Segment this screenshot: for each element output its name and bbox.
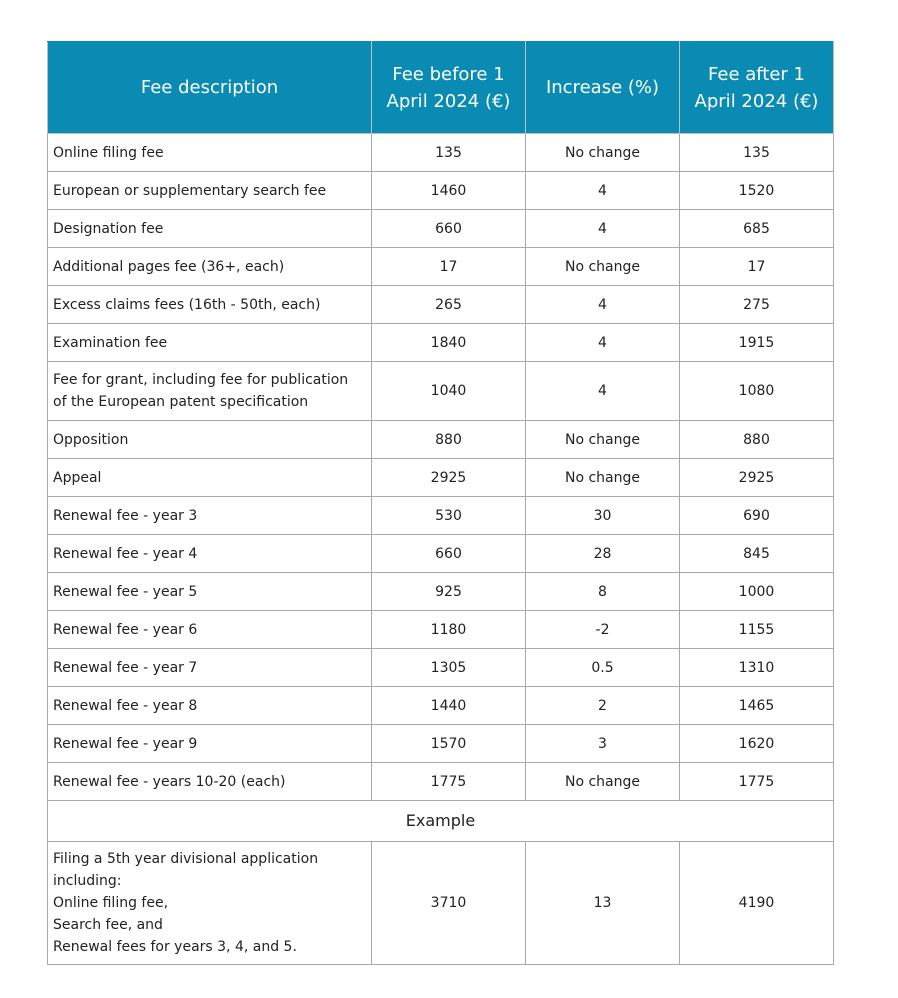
table-row [48, 421, 834, 459]
fee-description-cell: Online filing fee [48, 134, 372, 172]
example-description-line: including: [53, 873, 122, 889]
table-row [48, 535, 834, 573]
fee-before-cell: 17 [372, 248, 526, 286]
fee-description-cell: Renewal fee - year 3 [48, 497, 372, 535]
fee-before-cell: 1840 [372, 324, 526, 362]
table-header-row [48, 42, 834, 134]
fee-description-cell: Additional pages fee (36+, each) [48, 248, 372, 286]
fee-before-cell: 265 [372, 286, 526, 324]
increase-cell: No change [526, 421, 680, 459]
example-fee-after-cell: 4190 [680, 842, 834, 965]
example-row [48, 842, 834, 965]
fee-after-cell: 1000 [680, 573, 834, 611]
increase-cell: No change [526, 459, 680, 497]
table-row [48, 725, 834, 763]
table-row [48, 210, 834, 248]
table-row [48, 134, 834, 172]
fee-before-cell: 1775 [372, 763, 526, 801]
header-fee-before-line1: Fee before 1 [392, 63, 505, 85]
increase-cell: 2 [526, 687, 680, 725]
header-fee-after-line2: April 2024 (€) [694, 90, 819, 112]
header-fee-description: Fee description [48, 42, 372, 134]
increase-cell: 4 [526, 324, 680, 362]
header-fee-before-line2: April 2024 (€) [386, 90, 511, 112]
fee-after-cell: 1080 [680, 362, 834, 421]
fee-before-cell: 660 [372, 210, 526, 248]
fee-before-cell: 925 [372, 573, 526, 611]
example-description-line: Online filing fee, [53, 895, 169, 911]
fee-description-cell: Renewal fee - year 6 [48, 611, 372, 649]
fee-description-line: Fee for grant, including fee for publication [53, 372, 349, 388]
increase-cell: -2 [526, 611, 680, 649]
fee-description-cell: Examination fee [48, 324, 372, 362]
header-fee-before [372, 42, 526, 134]
fee-after-cell: 275 [680, 286, 834, 324]
fee-after-cell: 690 [680, 497, 834, 535]
fee-before-cell: 1040 [372, 362, 526, 421]
fee-after-cell: 135 [680, 134, 834, 172]
table-row [48, 286, 834, 324]
fee-before-cell: 1305 [372, 649, 526, 687]
fee-after-cell: 845 [680, 535, 834, 573]
table-row [48, 611, 834, 649]
header-fee-after-line1: Fee after 1 [708, 63, 805, 85]
example-heading-row [48, 801, 834, 842]
fee-after-cell: 1775 [680, 763, 834, 801]
table-row [48, 172, 834, 210]
fee-description-cell: European or supplementary search fee [48, 172, 372, 210]
fee-description-cell: Renewal fee - year 7 [48, 649, 372, 687]
fee-before-cell: 1460 [372, 172, 526, 210]
increase-cell: No change [526, 763, 680, 801]
fee-before-cell: 530 [372, 497, 526, 535]
increase-cell: No change [526, 248, 680, 286]
increase-cell: 0.5 [526, 649, 680, 687]
table-row [48, 763, 834, 801]
example-increase-cell: 13 [526, 842, 680, 965]
fee-description-cell: Opposition [48, 421, 372, 459]
increase-cell: 30 [526, 497, 680, 535]
fee-description-cell: Renewal fee - year 8 [48, 687, 372, 725]
fee-description-cell: Excess claims fees (16th - 50th, each) [48, 286, 372, 324]
table-row [48, 687, 834, 725]
table-row [48, 459, 834, 497]
fee-description-cell: Renewal fee - years 10-20 (each) [48, 763, 372, 801]
fee-description-cell: Renewal fee - year 5 [48, 573, 372, 611]
fee-before-cell: 2925 [372, 459, 526, 497]
fee-after-cell: 1620 [680, 725, 834, 763]
fee-before-cell: 660 [372, 535, 526, 573]
fee-after-cell: 880 [680, 421, 834, 459]
fee-after-cell: 17 [680, 248, 834, 286]
increase-cell: 4 [526, 362, 680, 421]
header-fee-after [680, 42, 834, 134]
fee-description-cell: Designation fee [48, 210, 372, 248]
table-row [48, 362, 834, 421]
header-increase: Increase (%) [526, 42, 680, 134]
table-row [48, 324, 834, 362]
fee-before-cell: 880 [372, 421, 526, 459]
increase-cell: 4 [526, 172, 680, 210]
fee-after-cell: 2925 [680, 459, 834, 497]
example-description-line: Filing a 5th year divisional application [53, 851, 319, 867]
increase-cell: 3 [526, 725, 680, 763]
fee-description-cell [48, 362, 372, 421]
example-description-cell [48, 842, 372, 965]
fee-after-cell: 1520 [680, 172, 834, 210]
fee-table [47, 41, 834, 965]
fee-description-cell: Appeal [48, 459, 372, 497]
example-fee-before-cell: 3710 [372, 842, 526, 965]
increase-cell: No change [526, 134, 680, 172]
table-row [48, 573, 834, 611]
fee-description-cell: Renewal fee - year 4 [48, 535, 372, 573]
fee-before-cell: 1570 [372, 725, 526, 763]
fee-description-cell: Renewal fee - year 9 [48, 725, 372, 763]
table-row [48, 649, 834, 687]
fee-before-cell: 135 [372, 134, 526, 172]
example-description-line: Search fee, and [53, 917, 163, 933]
fee-after-cell: 1310 [680, 649, 834, 687]
fee-before-cell: 1440 [372, 687, 526, 725]
table-row [48, 497, 834, 535]
fee-after-cell: 1465 [680, 687, 834, 725]
example-heading: Example [48, 801, 834, 842]
table-row [48, 248, 834, 286]
increase-cell: 4 [526, 210, 680, 248]
fee-after-cell: 1155 [680, 611, 834, 649]
fee-before-cell: 1180 [372, 611, 526, 649]
increase-cell: 8 [526, 573, 680, 611]
increase-cell: 28 [526, 535, 680, 573]
fee-description-line: of the European patent specification [53, 394, 309, 410]
increase-cell: 4 [526, 286, 680, 324]
fee-after-cell: 685 [680, 210, 834, 248]
fee-after-cell: 1915 [680, 324, 834, 362]
example-description-line: Renewal fees for years 3, 4, and 5. [53, 939, 297, 955]
